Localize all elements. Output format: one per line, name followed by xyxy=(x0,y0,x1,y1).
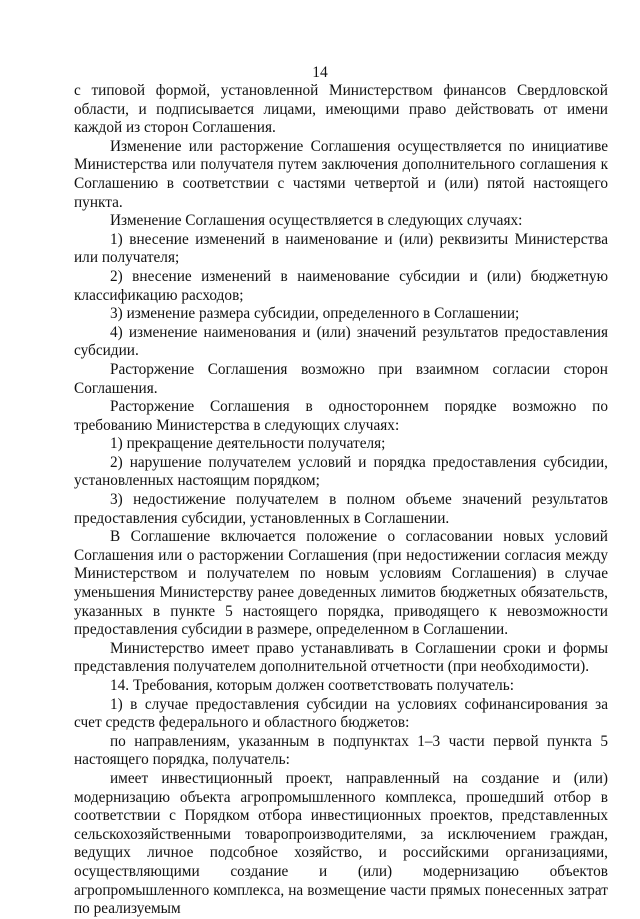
paragraph-additional-reporting: Министерство имеет право устанавливать в Соглашении сроки и формы представления получателем дополнительной отчетности (при необходимости). xyxy=(74,639,608,676)
paragraph-mutual-termination: Расторжение Соглашения возможно при взаимном согласии сторон Соглашения. xyxy=(74,360,608,397)
paragraph-section-14: 14. Требования, которым должен соответствовать получатель: xyxy=(110,677,514,694)
list-item: 1) в случае предоставления субсидии на условиях софинансирования за счет средств федерального и областного бюджетов: xyxy=(74,695,608,732)
paragraph-directions: по направлениям, указанным в подпунктах 1–3 части первой пункта 5 настоящего порядка, получатель: xyxy=(74,732,608,769)
list-item: 1) внесение изменений в наименование и (или) реквизиты Министерства или получателя; xyxy=(74,230,608,267)
paragraph-amendment-cases: Изменение Соглашения осуществляется в следующих случаях: xyxy=(110,212,523,230)
paragraph-continuation: с типовой формой, установленной Министерством финансов Свердловской области, и подписывается лицами, имеющими право действовать от имени каждой из сторон Соглашения. xyxy=(74,82,608,137)
list-item: 2) внесение изменений в наименование субсидии и (или) бюджетную классификацию расходов; xyxy=(74,267,608,304)
list-item: 4) изменение наименования и (или) значений результатов предоставления субсидии. xyxy=(74,323,608,360)
paragraph-amendment-initiative: Изменение или расторжение Соглашения осуществляется по инициативе Министерства или получателя путем заключения дополнительного соглашения к Соглашению в соответствии с частями четвертой и (или) пятой настоящего пункта. xyxy=(74,137,608,211)
paragraph-new-conditions: В Соглашение включается положение о согласовании новых условий Соглашения или о расторжении Соглашения (при недостижении согласия между Министерством и получателем по новым условиям Соглашения) в случае уменьшения Министерству ранее доведенных лимитов бюджетных обязательств, указанных в пункте 5 настоящего порядка, приводящего к невозможности предоставления субсидии в размере, определенном в Соглашении. xyxy=(74,528,608,639)
document-body xyxy=(74,82,608,919)
list-item: 2) нарушение получателем условий и порядка предоставления субсидии, установленных настоящим порядком; xyxy=(74,453,608,490)
page-number: 14 xyxy=(312,64,328,81)
list-item: 1) прекращение деятельности получателя; xyxy=(110,435,386,453)
list-item: 3) изменение размера субсидии, определенного в Соглашении; xyxy=(110,305,520,323)
paragraph-unilateral-termination: Расторжение Соглашения в одностороннем порядке возможно по требованию Министерства в следующих случаях: xyxy=(74,398,608,434)
paragraph-investment-project: имеет инвестиционный проект, направленный на создание и (или) модернизацию объекта агропромышленного комплекса, прошедший отбор в соответствии с Порядком отбора инвестиционных проектов, представленных сельскохозяйственными товаропроизводителями, за исключением граждан, ведущих личное подсобное хозяйство, и российскими организациями, осуществляющими создание и (или) модернизацию объектов агропромышленного комплекса, на возмещение части прямых понесенных затрат по реализуемым xyxy=(74,769,608,918)
list-item: 3) недостижение получателем в полном объеме значений результатов предоставления субсидии, установленных в Соглашении. xyxy=(74,491,608,527)
